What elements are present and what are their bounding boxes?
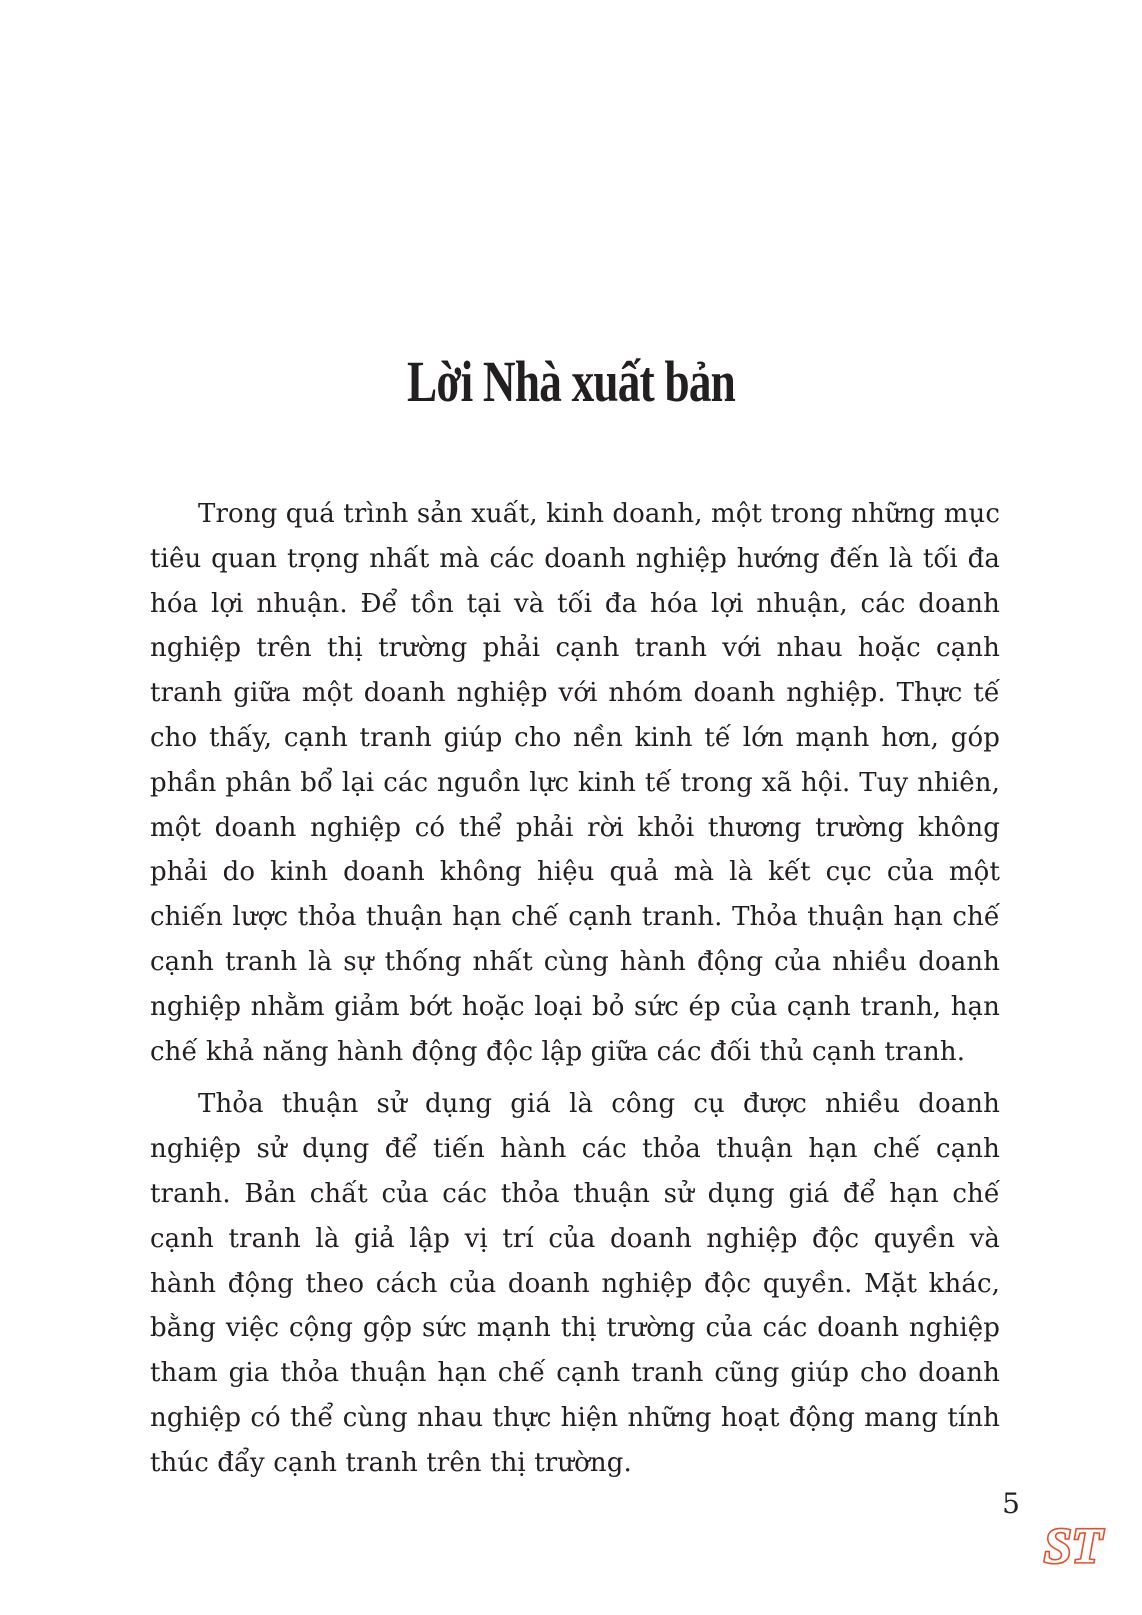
paragraph-1: Trong quá trình sản xuất, kinh doanh, một trong những mục tiêu quan trọng nhất mà các doanh nghiệp hướng đến là tối đa hóa lợi nhuận. Để tồn tại và tối đa hóa lợi nhuận, các doanh nghiệp trên thị trường phải cạnh tranh với nhau hoặc cạnh tranh giữa một doanh nghiệp với nhóm doanh nghiệp. Thực tế cho thấy, cạnh tranh giúp cho nền kinh tế lớn mạnh hơn, góp phần phân bổ lại các nguồn lực kinh tế trong xã hội. Tuy nhiên, một doanh nghiệp có thể phải rời khỏi thương trường không phải do kinh doanh không hiệu quả mà là kết cục của một chiến lược thỏa thuận hạn chế cạnh tranh. Thỏa thuận hạn chế cạnh tranh là sự thống nhất cùng hành động của nhiều doanh nghiệp nhằm giảm bớt hoặc loại bỏ sức ép của cạnh tranh, hạn chế khả năng hành động độc lập giữa các đối thủ cạnh tranh.: [150, 499, 1000, 1067]
body-text: [150, 492, 1000, 1494]
publisher-logo-text: ST: [1043, 1517, 1103, 1573]
publisher-logo-icon: [1043, 1516, 1103, 1573]
paragraph-2: Thỏa thuận sử dụng giá là công cụ được nhiều doanh nghiệp sử dụng để tiến hành các thỏa thuận hạn chế cạnh tranh. Bản chất của các thỏa thuận sử dụng giá để hạn chế cạnh tranh là giả lập vị trí của doanh nghiệp độc quyền và hành động theo cách của doanh nghiệp độc quyền. Mặt khác, bằng việc cộng gộp sức mạnh thị trường của các doanh nghiệp tham gia thỏa thuận hạn chế cạnh tranh cũng giúp cho doanh nghiệp có thể cùng nhau thực hiện những hoạt động mang tính thúc đẩy cạnh tranh trên thị trường.: [150, 1089, 1000, 1478]
page-number: 5: [1002, 1487, 1020, 1520]
page-title: Lời Nhà xuất bản: [406, 349, 736, 414]
